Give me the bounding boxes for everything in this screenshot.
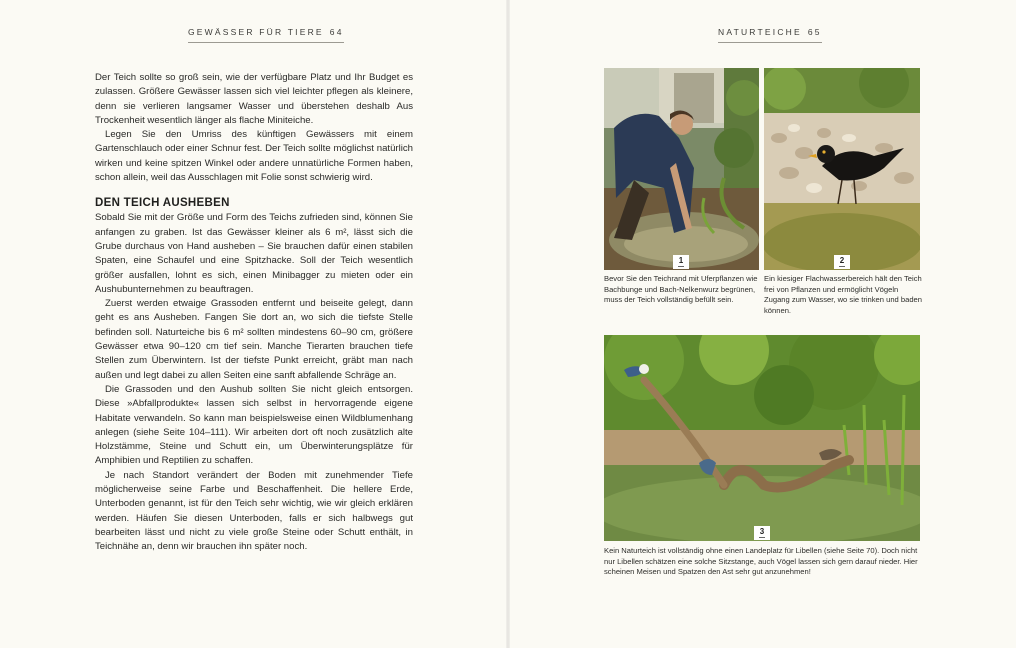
page-number: 64 bbox=[329, 27, 344, 37]
section-heading: DEN TEICH AUSHEBEN bbox=[95, 197, 230, 210]
running-head-rule bbox=[188, 42, 344, 43]
running-head-title: NATURTEICHE bbox=[718, 27, 802, 37]
photo-caption: Ein kiesiger Flachwasserbereich hält den Teich frei von Pflanzen und ermöglicht Vögeln Zugang zum Wasser, wo sie trinken und baden können. bbox=[764, 274, 923, 315]
running-head-title: GEWÄSSER FÜR TIERE bbox=[188, 27, 324, 37]
body-paragraph: Die Grassoden und den Aushub sollten Sie nicht gleich entsorgen. Diese »Abfallprodukte« lassen sich selbst in hervorragende eigene Habitate verwandeln. So kann man beispielsweise einen Wildblumenhang anlegen (siehe Seite 104–111). Wir arbeiten dort oft noch zusätzlich alte Holzstämme, Steine und Schutt ein, um Überwinterungsplätze für Amphibien und Reptilien zu schaffen. bbox=[95, 383, 413, 467]
photo-number-badge: 2 bbox=[834, 255, 850, 269]
body-paragraph: Zuerst werden etwaige Grassoden entfernt und beiseite gelegt, dann geht es ans Ausheben. Fangen Sie dort an, wo sich die tiefste Stelle befinden soll. Naturteiche bis 6 m² sollten mindestens 60–90 cm, größere Gewässer etwa 90–120 cm tief sein. Manche Tierarten brauchen tiefe Stellen zum Überwintern. Ist der tiefste Punkt erreicht, gräbt man nach außen und legt dabei zu allen Seiten eine sanft abfallende Schräge an. bbox=[95, 298, 413, 381]
body-paragraph: Der Teich sollte so groß sein, wie der verfügbare Platz und Ihr Budget es zulassen. Größere Gewässer lassen sich viel leichter pflegen als kleinere, denn sie verlieren langsamer Wasser und überstehen deshalb Aus Trockenheit wesentlich länger als flache Miniteiche. bbox=[95, 72, 413, 126]
body-paragraph: Sobald Sie mit der Größe und Form des Teichs zufrieden sind, können Sie anfangen zu graben. Ist das Gewässer kleiner als 6 m², lässt sich die Grube durchaus von Hand ausheben – Sie brauchen dafür einen stabilen Spaten, eine Schaufel und eine Spitzhacke. Soll der Teich wesentlich größer ausfallen, lohnt es sich, einen Minibagger zu mieten oder ein Aushubunternehmen zu beauftragen. bbox=[95, 212, 413, 295]
photo-number-badge: 1 bbox=[673, 255, 689, 269]
photo-illustration bbox=[604, 68, 759, 270]
body-text-column bbox=[95, 71, 413, 555]
running-head-rule bbox=[718, 42, 822, 43]
photo-illustration bbox=[764, 68, 920, 270]
photo-caption: Kein Naturteich ist vollständig ohne einen Landeplatz für Libellen (siehe Seite 70). Doch nicht nur Libellen schätzen eine solche Sitzstange, auch Vögel lassen sich gern darauf nieder. Hier scheinen Meisen und Spatzen den Ast sehr gut anzunehmen! bbox=[604, 546, 918, 577]
running-head-left bbox=[188, 27, 344, 43]
right-page bbox=[508, 0, 1016, 648]
photo-illustration bbox=[604, 335, 920, 541]
page-number: 65 bbox=[807, 27, 822, 37]
photo-caption: Bevor Sie den Teichrand mit Uferpflanzen wie Bachbunge und Bach-Nelkenwurz begrünen, muss der Teich vollständig befüllt sein. bbox=[604, 274, 758, 305]
photo-man-planting-pond-edge bbox=[604, 68, 759, 270]
photo-number-badge: 3 bbox=[754, 526, 770, 540]
body-paragraph: Je nach Standort verändert der Boden mit zunehmender Tiefe möglicherweise seine Farbe und Beschaffenheit. Die hellere Erde, Unterboden genannt, ist für den Teich sehr wichtig, wie wir gleich erklären werden. Häufen Sie diesen Unterboden, falls er sich halbwegs gut bearbeiten lässt und nicht zu viele große Steine oder Schutt enthält, in Teichnähe an, denn wir brauchen ihn später noch. bbox=[95, 469, 413, 553]
photo-birds-on-branch-over-pond bbox=[604, 335, 920, 541]
photo-blackbird-pebble-beach bbox=[764, 68, 920, 270]
body-paragraph: Legen Sie den Umriss des künftigen Gewässers mit einem Gartenschlauch oder einer Schnur fest. Der Teich sollte möglichst natürlich wirken und keine spitzen Winkel oder andere unnatürliche Formen haben, schon allein, weil das Ausschlagen mit Folie sonst schwierig wird. bbox=[95, 129, 413, 184]
running-head-right bbox=[718, 27, 822, 43]
